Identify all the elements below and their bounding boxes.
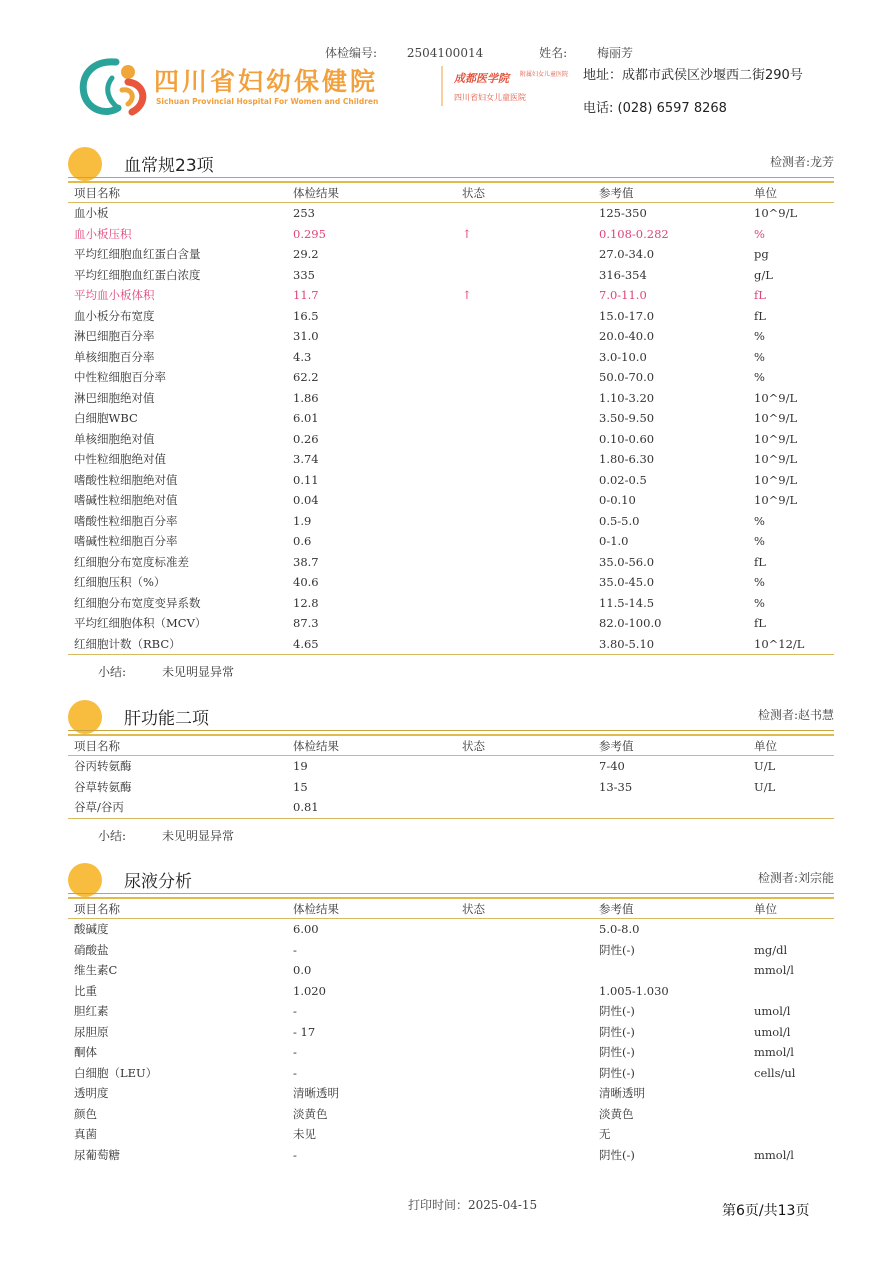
- table-row: [68, 756, 834, 777]
- item-name: 平均红细胞血红蛋白浓度: [74, 267, 201, 282]
- result-value: 未见: [293, 1127, 316, 1142]
- unit: %: [754, 534, 765, 549]
- result-value: - 17: [293, 1024, 316, 1039]
- result-value: 0.04: [293, 493, 319, 508]
- table-row: [68, 572, 834, 593]
- result-value: 19: [293, 759, 308, 774]
- unit: mmol/l: [754, 963, 794, 978]
- item-name: 红细胞分布宽度变异系数: [74, 595, 201, 610]
- table-row: [68, 429, 834, 450]
- status-flag: [456, 1104, 593, 1125]
- item-name: 嗜碱性粒细胞百分率: [74, 534, 178, 549]
- unit: [748, 919, 834, 940]
- table-row: [68, 613, 834, 634]
- reference-range: 1.80-6.30: [599, 452, 655, 467]
- unit: [748, 981, 834, 1002]
- table-row: [68, 940, 834, 961]
- item-name: 中性粒细胞绝对值: [74, 452, 166, 467]
- table-row: [68, 388, 834, 409]
- reference-range: 阴性(-): [599, 1024, 635, 1039]
- item-name: 白细胞WBC: [74, 411, 138, 426]
- unit: 10^9/L: [754, 390, 798, 405]
- unit: umol/l: [754, 1024, 791, 1039]
- item-name: 血小板压积: [74, 226, 132, 241]
- status-flag: [456, 593, 593, 614]
- reference-range: 7.0-11.0: [599, 288, 647, 303]
- status-flag: [456, 797, 593, 818]
- unit: mmol/l: [754, 1045, 794, 1060]
- table-row: [68, 224, 834, 245]
- unit: 10^9/L: [754, 493, 798, 508]
- result-value: 1.86: [293, 390, 319, 405]
- unit: 10^12/L: [748, 634, 834, 655]
- reference-range: 0-1.0: [599, 534, 629, 549]
- unit: fL: [754, 554, 766, 569]
- result-value: 清晰透明: [293, 1086, 339, 1101]
- item-name: 红细胞计数（RBC）: [68, 634, 287, 655]
- col-header-result: 体检结果: [287, 735, 456, 756]
- status-flag: [456, 244, 593, 265]
- section-bullet-icon: [68, 700, 102, 734]
- col-header-result: 体检结果: [287, 182, 456, 203]
- reference-range: 0.10-0.60: [599, 431, 655, 446]
- table-header-row: [68, 735, 834, 756]
- unit: %: [754, 349, 765, 364]
- result-value: -: [293, 1065, 297, 1080]
- reference-range: 7-40: [599, 759, 625, 774]
- status-flag: [456, 388, 593, 409]
- unit: pg: [754, 247, 769, 262]
- reference-range: 0-0.10: [599, 493, 636, 508]
- unit: 10^9/L: [754, 206, 798, 221]
- reference-range: 1.10-3.20: [599, 390, 655, 405]
- result-value: 31.0: [293, 329, 319, 344]
- result-value: 4.3: [293, 349, 312, 364]
- unit: mg/dl: [754, 942, 788, 957]
- summary-text: 未见明显异常: [162, 828, 235, 843]
- result-value: 0.6: [293, 534, 312, 549]
- status-flag: [456, 960, 593, 981]
- table-row: [68, 1124, 834, 1145]
- result-value: -: [293, 942, 297, 957]
- item-name: 硝酸盐: [74, 942, 109, 957]
- status-flag: [456, 1063, 593, 1084]
- item-name: 尿葡萄糖: [74, 1147, 120, 1162]
- item-name: 谷丙转氨酶: [74, 759, 132, 774]
- status-flag: [456, 265, 593, 286]
- exam-no: 2504100014: [406, 46, 484, 60]
- result-value: 3.74: [293, 452, 319, 467]
- item-name: 单核细胞百分率: [74, 349, 155, 364]
- col-header-result: 体检结果: [287, 898, 456, 919]
- status-flag: [456, 634, 593, 655]
- table-row: [68, 634, 834, 655]
- reference-range: 阴性(-): [599, 942, 635, 957]
- status-flag: [456, 1124, 593, 1145]
- table-row: [68, 981, 834, 1002]
- reference-range: 阴性(-): [599, 1065, 635, 1080]
- reference-range: 82.0-100.0: [599, 616, 662, 631]
- status-flag: [456, 203, 593, 224]
- unit: %: [754, 329, 765, 344]
- status-flag: [456, 470, 593, 491]
- col-header-unit: 单位: [748, 735, 834, 756]
- affiliate-name: 成都医学院: [454, 72, 509, 85]
- table-row: [68, 326, 834, 347]
- result-value: 0.26: [293, 431, 319, 446]
- status-flag: [456, 449, 593, 470]
- summary-text: 未见明显异常: [162, 665, 235, 679]
- reference-range: [593, 960, 748, 981]
- item-name: 酮体: [74, 1045, 97, 1060]
- result-value: 62.2: [293, 370, 319, 385]
- table-header-row: [68, 898, 834, 919]
- result-value: 40.6: [293, 575, 319, 590]
- reference-range: 20.0-40.0: [599, 329, 655, 344]
- unit: fL: [754, 616, 766, 631]
- table-row: [68, 593, 834, 614]
- hospital-logo: [78, 54, 569, 120]
- table-row: [68, 203, 834, 224]
- table-row: [68, 1104, 834, 1125]
- affiliate-hospital-name: 四川省妇女儿童医院: [454, 93, 526, 102]
- reference-range: 3.0-10.0: [599, 349, 647, 364]
- item-name: 白细胞（LEU）: [74, 1065, 158, 1080]
- table-row: [68, 511, 834, 532]
- section-summary: [68, 819, 834, 851]
- results-table: [68, 181, 834, 655]
- col-header-unit: 单位: [748, 898, 834, 919]
- section-blood-routine: [68, 147, 834, 687]
- result-value: 1.9: [293, 513, 312, 528]
- item-name: 尿胆原: [74, 1024, 109, 1039]
- result-value: 0.11: [293, 472, 319, 487]
- item-name: 嗜酸性粒细胞绝对值: [74, 472, 178, 487]
- table-row: [68, 531, 834, 552]
- reference-range: 阴性(-): [599, 1147, 635, 1162]
- result-value: 淡黄色: [293, 1106, 328, 1121]
- item-name: 谷草/谷丙: [68, 797, 287, 818]
- unit: [748, 797, 834, 818]
- status-flag: [456, 1083, 593, 1104]
- page-number: 第6页/共13页: [722, 1203, 810, 1219]
- unit: %: [754, 370, 765, 385]
- result-value: 4.65: [287, 634, 456, 655]
- status-flag: [456, 1042, 593, 1063]
- results-table: [68, 897, 834, 1165]
- result-value: 0.81: [287, 797, 456, 818]
- reference-range: 阴性(-): [599, 1004, 635, 1019]
- col-header-unit: 单位: [748, 182, 834, 203]
- hospital-name-cn: 四川省妇幼保健院: [154, 67, 379, 96]
- table-row: [68, 797, 834, 818]
- unit: %: [754, 513, 765, 528]
- patient-name-label: 姓名:: [539, 46, 568, 60]
- section-urinalysis: [68, 863, 834, 1165]
- reference-range: 3.80-5.10: [593, 634, 748, 655]
- item-name: 透明度: [74, 1086, 109, 1101]
- table-row: [68, 1083, 834, 1104]
- result-value: -: [293, 1004, 297, 1019]
- unit: fL: [754, 308, 766, 323]
- result-value: 6.00: [293, 922, 319, 937]
- section-title: 血常规23项: [124, 156, 214, 176]
- item-name: 平均红细胞血红蛋白含量: [74, 247, 201, 262]
- unit: 10^9/L: [754, 431, 798, 446]
- unit: 10^9/L: [754, 472, 798, 487]
- reference-range: 15.0-17.0: [599, 308, 655, 323]
- status-flag: [456, 429, 593, 450]
- unit: cells/ul: [754, 1065, 796, 1080]
- status-flag: [456, 326, 593, 347]
- section-title: 肝功能二项: [124, 709, 209, 729]
- section-liver-function: [68, 700, 834, 851]
- section-tester: 检测者:赵书慧: [757, 708, 834, 722]
- reference-range: 0.02-0.5: [599, 472, 647, 487]
- table-row: [68, 244, 834, 265]
- item-name: 真菌: [74, 1127, 97, 1142]
- unit: 10^9/L: [754, 452, 798, 467]
- results-table: [68, 734, 834, 819]
- item-name: 单核细胞绝对值: [74, 431, 155, 446]
- unit: [748, 1104, 834, 1125]
- unit: [748, 1083, 834, 1104]
- reference-range: 316-354: [599, 267, 647, 282]
- item-name: 平均血小板体积: [74, 288, 155, 303]
- status-flag: [456, 306, 593, 327]
- table-row: [68, 306, 834, 327]
- reference-range: 11.5-14.5: [599, 595, 655, 610]
- status-flag: [456, 367, 593, 388]
- patient-name: 梅丽芳: [596, 46, 633, 60]
- item-name: 比重: [74, 983, 97, 998]
- unit: fL: [754, 288, 766, 303]
- result-value: 335: [293, 267, 315, 282]
- table-row: [68, 470, 834, 491]
- section-summary: [68, 655, 834, 687]
- item-name: 颜色: [74, 1106, 97, 1121]
- status-flag: [456, 531, 593, 552]
- reference-range: 清晰透明: [599, 1086, 645, 1101]
- section-tester: 检测者:刘宗能: [757, 871, 834, 885]
- item-name: 平均红细胞体积（MCV）: [74, 616, 207, 631]
- mother-child-emblem-icon: [83, 62, 143, 112]
- print-time: 打印时间：2025-04-15: [408, 1198, 538, 1212]
- result-value: 6.01: [293, 411, 319, 426]
- unit: %: [754, 226, 765, 241]
- result-value: 11.7: [293, 288, 319, 303]
- table-row: [68, 777, 834, 798]
- item-name: 淋巴细胞绝对值: [74, 390, 155, 405]
- table-row: [68, 367, 834, 388]
- status-flag: [456, 981, 593, 1002]
- item-name: 酸碱度: [74, 922, 109, 937]
- item-name: 红细胞压积（%）: [74, 575, 166, 590]
- hospital-address: 地址：成都市武侯区沙堰西二街290号: [583, 68, 803, 83]
- item-name: 血小板: [74, 206, 109, 221]
- unit: U/L: [754, 759, 776, 774]
- status-flag: [456, 347, 593, 368]
- item-name: 淋巴细胞百分率: [74, 329, 155, 344]
- hospital-name-en: Sichuan Provincial Hospital For Women and Children: [156, 97, 379, 106]
- section-bullet-icon: [68, 863, 102, 897]
- reference-range: 阴性(-): [599, 1045, 635, 1060]
- reference-range: 0.5-5.0: [599, 513, 640, 528]
- table-row: [68, 285, 834, 306]
- col-header-item: 项目名称: [68, 182, 287, 203]
- unit: U/L: [754, 779, 776, 794]
- unit: umol/l: [754, 1004, 791, 1019]
- status-flag: [456, 1022, 593, 1043]
- table-row: [68, 265, 834, 286]
- status-flag: [456, 777, 593, 798]
- table-row: [68, 552, 834, 573]
- table-row: [68, 960, 834, 981]
- status-flag: [456, 613, 593, 634]
- result-value: 12.8: [293, 595, 319, 610]
- status-flag: ↑: [462, 288, 472, 303]
- unit: %: [754, 595, 765, 610]
- item-name: 血小板分布宽度: [74, 308, 155, 323]
- unit: mmol/l: [754, 1147, 794, 1162]
- table-row: [68, 1001, 834, 1022]
- table-row: [68, 1042, 834, 1063]
- status-flag: [456, 940, 593, 961]
- reference-range: 1.005-1.030: [599, 983, 669, 998]
- status-flag: [456, 552, 593, 573]
- table-row: [68, 919, 834, 940]
- reference-range: 27.0-34.0: [599, 247, 655, 262]
- reference-range: 0.108-0.282: [599, 226, 669, 241]
- table-row: [68, 1022, 834, 1043]
- unit: 10^9/L: [754, 411, 798, 426]
- table-row: [68, 347, 834, 368]
- col-header-status: 状态: [456, 735, 593, 756]
- result-value: 0.0: [293, 963, 312, 978]
- item-name: 维生素C: [74, 963, 118, 978]
- reference-range: 125-350: [599, 206, 647, 221]
- status-flag: [456, 1001, 593, 1022]
- status-flag: [456, 1145, 593, 1166]
- col-header-reference: 参考值: [593, 898, 748, 919]
- unit: %: [754, 575, 765, 590]
- hospital-phone: 电话: (028) 6597 8268: [583, 101, 727, 116]
- table-row: [68, 408, 834, 429]
- result-value: 0.295: [293, 226, 326, 241]
- col-header-item: 项目名称: [68, 735, 287, 756]
- status-flag: [456, 408, 593, 429]
- reference-range: 淡黄色: [599, 1106, 634, 1121]
- reference-range: 5.0-8.0: [599, 922, 640, 937]
- result-value: 87.3: [293, 616, 319, 631]
- item-name: 谷草转氨酶: [74, 779, 132, 794]
- result-value: 1.020: [293, 983, 326, 998]
- item-name: 嗜酸性粒细胞百分率: [74, 513, 178, 528]
- section-title: 尿液分析: [124, 872, 192, 892]
- table-row: [68, 490, 834, 511]
- table-row: [68, 1145, 834, 1166]
- reference-range: 无: [599, 1127, 611, 1142]
- result-value: 253: [293, 206, 315, 221]
- col-header-status: 状态: [456, 898, 593, 919]
- status-flag: ↑: [462, 226, 472, 241]
- section-bullet-icon: [68, 147, 102, 181]
- col-header-item: 项目名称: [68, 898, 287, 919]
- col-header-status: 状态: [456, 182, 593, 203]
- section-tester: 检测者:龙芳: [769, 155, 834, 169]
- table-header-row: [68, 182, 834, 203]
- status-flag: [456, 511, 593, 532]
- item-name: 嗜碱性粒细胞绝对值: [74, 493, 178, 508]
- result-value: 29.2: [293, 247, 319, 262]
- reference-range: 50.0-70.0: [599, 370, 655, 385]
- status-flag: [456, 490, 593, 511]
- item-name: 中性粒细胞百分率: [74, 370, 166, 385]
- summary-label: 小结:: [98, 665, 127, 679]
- result-value: -: [293, 1045, 297, 1060]
- status-flag: [456, 756, 593, 777]
- item-name: 胆红素: [74, 1004, 109, 1019]
- reference-range: 13-35: [599, 779, 633, 794]
- col-header-reference: 参考值: [593, 182, 748, 203]
- unit: g/L: [754, 267, 773, 282]
- table-row: [68, 1063, 834, 1084]
- col-header-reference: 参考值: [593, 735, 748, 756]
- reference-range: [593, 797, 748, 818]
- result-value: -: [293, 1147, 297, 1162]
- result-value: 16.5: [293, 308, 319, 323]
- affiliate-sub-name: 附属妇女儿童医院: [520, 71, 569, 78]
- reference-range: 35.0-56.0: [599, 554, 655, 569]
- reference-range: 3.50-9.50: [599, 411, 655, 426]
- status-flag: [456, 572, 593, 593]
- reference-range: 35.0-45.0: [599, 575, 655, 590]
- summary-label: 小结:: [98, 828, 127, 843]
- result-value: 15: [293, 779, 308, 794]
- table-row: [68, 449, 834, 470]
- status-flag: [456, 919, 593, 940]
- result-value: 38.7: [293, 554, 319, 569]
- item-name: 红细胞分布宽度标准差: [74, 554, 189, 569]
- exam-no-label: 体检编号:: [325, 46, 378, 60]
- unit: [748, 1124, 834, 1145]
